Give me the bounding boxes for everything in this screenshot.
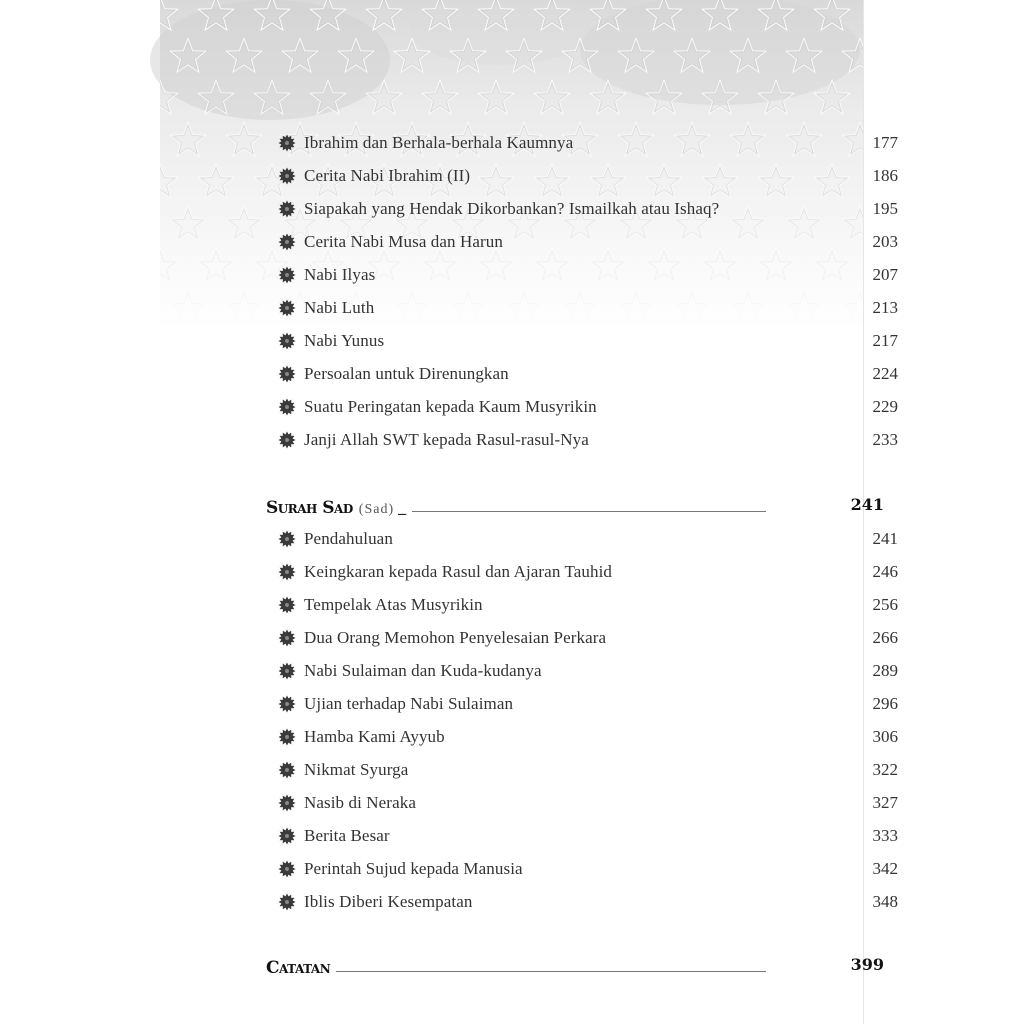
toc-entry-title: Nikmat Syurga xyxy=(304,760,409,779)
toc-entry xyxy=(278,557,898,587)
toc-entry xyxy=(278,425,898,455)
toc-entry-page: 342 xyxy=(872,859,898,878)
toc-entry xyxy=(278,623,898,653)
toc-entry-page: 177 xyxy=(872,133,898,152)
ornament-bullet-icon xyxy=(278,662,296,680)
ornament-bullet-icon xyxy=(278,596,296,614)
toc-entry-page: 246 xyxy=(872,562,898,581)
toc-entry-title: Iblis Diberi Kesempatan xyxy=(304,892,473,911)
section-heading-surah-sad xyxy=(266,486,884,518)
toc-entry-title: Berita Besar xyxy=(304,826,390,845)
toc-entry xyxy=(278,293,898,323)
toc-entry-page: 213 xyxy=(872,298,898,317)
toc-entry xyxy=(278,194,898,224)
toc-entry-page: 233 xyxy=(872,430,898,449)
ornament-bullet-icon xyxy=(278,431,296,449)
ornament-bullet-icon xyxy=(278,563,296,581)
toc-entry xyxy=(278,524,898,554)
ornament-bullet-icon xyxy=(278,299,296,317)
ornament-bullet-icon xyxy=(278,266,296,284)
toc-entry xyxy=(278,887,898,917)
toc-entry xyxy=(278,755,898,785)
toc-entry-title: Ujian terhadap Nabi Sulaiman xyxy=(304,694,514,713)
toc-entry-page: 296 xyxy=(872,694,898,713)
toc-entry-page: 195 xyxy=(872,199,898,218)
toc-entry xyxy=(278,128,898,158)
toc-entry-title: Janji Allah SWT kepada Rasul-rasul-Nya xyxy=(304,430,589,449)
toc-entry-title: Suatu Peringatan kepada Kaum Musyrikin xyxy=(304,397,597,416)
toc-entry-page: 333 xyxy=(872,826,898,845)
toc-entry-page: 322 xyxy=(872,760,898,779)
ornament-bullet-icon xyxy=(278,860,296,878)
toc-entry-page: 348 xyxy=(872,892,898,911)
ornament-bullet-icon xyxy=(278,200,296,218)
toc-entry-page: 327 xyxy=(872,793,898,812)
toc-entry-title: Cerita Nabi Ibrahim (II) xyxy=(304,166,471,185)
toc-entry-title: Nabi Luth xyxy=(304,298,375,317)
ornament-bullet-icon xyxy=(278,695,296,713)
ornament-bullet-icon xyxy=(278,794,296,812)
toc-entry-page: 203 xyxy=(872,232,898,251)
ornament-bullet-icon xyxy=(278,233,296,251)
toc-entry xyxy=(278,788,898,818)
section-page-number: 241 xyxy=(850,495,884,514)
ornament-bullet-icon xyxy=(278,398,296,416)
section-underscore: _ xyxy=(398,500,407,517)
toc-entry-title: Nabi Ilyas xyxy=(304,265,376,284)
ornament-bullet-icon xyxy=(278,761,296,779)
toc-entry-title: Ibrahim dan Berhala-berhala Kaumnya xyxy=(304,133,574,152)
toc-entry-page: 207 xyxy=(872,265,898,284)
toc-entry xyxy=(278,260,898,290)
toc-entry-page: 186 xyxy=(872,166,898,185)
ornament-bullet-icon xyxy=(278,629,296,647)
toc-entry xyxy=(278,227,898,257)
ornament-bullet-icon xyxy=(278,167,296,185)
toc-entry-title: Nabi Yunus xyxy=(304,331,385,350)
toc-entry xyxy=(278,656,898,686)
section-subtitle: (Sad) xyxy=(358,502,395,517)
section-title: Catatan xyxy=(266,958,331,978)
toc-entry xyxy=(278,326,898,356)
table-of-contents xyxy=(160,0,898,1024)
toc-entry xyxy=(278,854,898,884)
toc-entry xyxy=(278,161,898,191)
section-heading-catatan xyxy=(266,946,884,978)
toc-entry-page: 224 xyxy=(872,364,898,383)
ornament-bullet-icon xyxy=(278,530,296,548)
toc-entry-title: Dua Orang Memohon Penyelesaian Perkara xyxy=(304,628,607,647)
toc-entry xyxy=(278,689,898,719)
toc-entry-title: Tempelak Atas Musyrikin xyxy=(304,595,483,614)
toc-entry-title: Siapakah yang Hendak Dikorbankan? Ismailkah atau Ishaq? xyxy=(304,199,720,218)
toc-entry-title: Persoalan untuk Direnungkan xyxy=(304,364,509,383)
toc-entry-page: 229 xyxy=(872,397,898,416)
toc-entry-title: Hamba Kami Ayyub xyxy=(304,727,445,746)
toc-entry-page: 266 xyxy=(872,628,898,647)
ornament-bullet-icon xyxy=(278,728,296,746)
ornament-bullet-icon xyxy=(278,365,296,383)
section-title: Surah Sad xyxy=(266,498,353,518)
toc-entry-page: 256 xyxy=(872,595,898,614)
leader-rule xyxy=(336,971,766,972)
toc-entry xyxy=(278,590,898,620)
toc-entry-title: Pendahuluan xyxy=(304,529,393,548)
toc-entry-page: 241 xyxy=(872,529,898,548)
toc-entry-title: Nabi Sulaiman dan Kuda-kudanya xyxy=(304,661,542,680)
leader-rule xyxy=(412,511,766,512)
ornament-bullet-icon xyxy=(278,134,296,152)
toc-entry-page: 217 xyxy=(872,331,898,350)
toc-entry-title: Keingkaran kepada Rasul dan Ajaran Tauhid xyxy=(304,562,613,581)
section-page-number: 399 xyxy=(850,955,884,974)
toc-entry xyxy=(278,821,898,851)
toc-entry-title: Nasib di Neraka xyxy=(304,793,416,812)
toc-entry xyxy=(278,722,898,752)
ornament-bullet-icon xyxy=(278,827,296,845)
document-page xyxy=(160,0,898,1024)
ornament-bullet-icon xyxy=(278,332,296,350)
toc-entry-title: Perintah Sujud kepada Manusia xyxy=(304,859,523,878)
toc-entry xyxy=(278,392,898,422)
ornament-bullet-icon xyxy=(278,893,296,911)
toc-entry-page: 306 xyxy=(872,727,898,746)
toc-entry-title: Cerita Nabi Musa dan Harun xyxy=(304,232,503,251)
toc-entry xyxy=(278,359,898,389)
toc-entry-page: 289 xyxy=(872,661,898,680)
